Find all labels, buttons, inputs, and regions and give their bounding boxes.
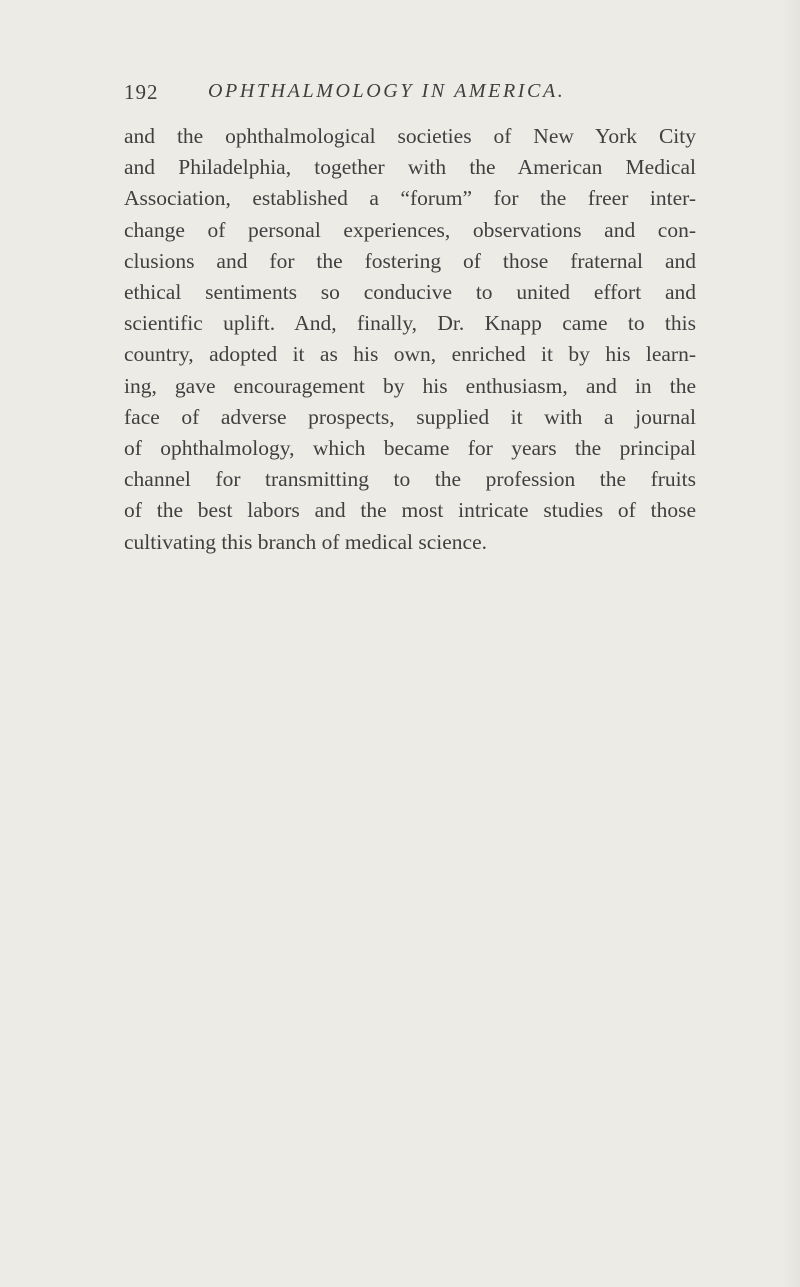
running-head (124, 80, 684, 110)
text-line: Association, established a “forum” for the freer inter- (124, 186, 696, 211)
running-title: OPHTHALMOLOGY IN AMERICA. (208, 80, 566, 102)
text-line: and the ophthalmological societies of New York City (124, 124, 696, 148)
text-line: ing, gave encouragement by his enthusiasm, and in the (124, 373, 696, 398)
text-line: scientific uplift. And, finally, Dr. Knapp came to this (124, 311, 696, 336)
text-line: of ophthalmology, which became for years the principal (124, 436, 696, 461)
text-line: change of personal experiences, observations and con- (124, 217, 696, 242)
text-line: of the best labors and the most intricate studies of those (124, 498, 696, 523)
text-line: and Philadelphia, together with the American Medical (124, 155, 696, 180)
text-line: channel for transmitting to the profession the fruits (124, 467, 696, 492)
text-line: ethical sentiments so conducive to united effort and (124, 280, 696, 305)
text-line: face of adverse prospects, supplied it with a journal (124, 404, 696, 429)
body-paragraph (124, 121, 696, 558)
text-line: cultivating this branch of medical science. (124, 529, 487, 554)
text-line: clusions and for the fostering of those fraternal and (124, 248, 696, 273)
text-line: country, adopted it as his own, enriched it by his learn- (124, 342, 696, 367)
page-number: 192 (124, 80, 159, 104)
page-edge-shadow (782, 0, 800, 1287)
